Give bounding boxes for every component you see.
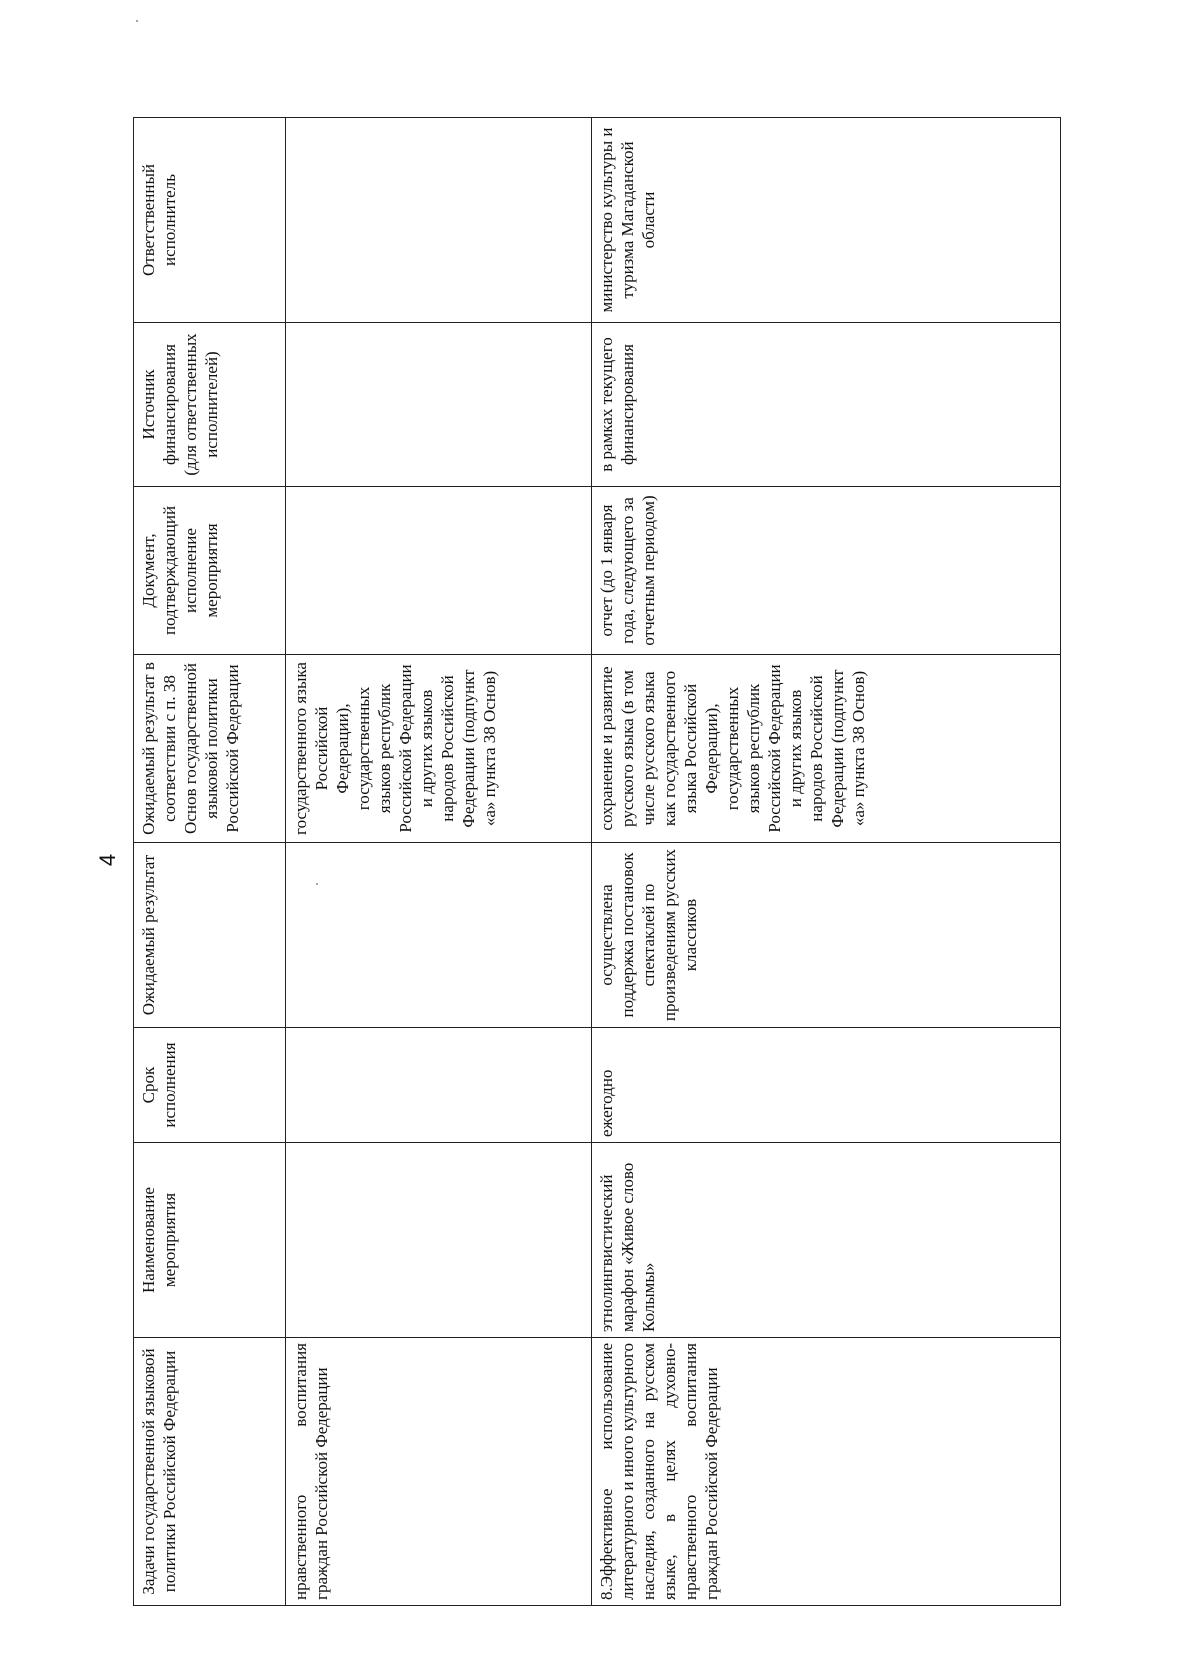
cell-funding: в рамках текущего финансирования [592,323,1061,487]
header-document: Документ, подтверждающий исполнение мероприятия [134,487,286,655]
table-row [592,118,1061,1606]
cell-deadline [286,1028,592,1143]
cell-event [286,1143,592,1338]
cell-task: нравственного воспитания граждан Российской Федерации [286,1338,592,1606]
cell-document [286,487,592,655]
cell-result38: государственного языка Российской Федерации), государственных языков республик Российской Федерации и других языков народов Российской Федерации (подпункт «а» пункта 38 Основ) [286,655,592,843]
table-row [286,118,592,1606]
cell-result38: сохранение и развитие русского языка (в том числе русского языка как государственного языка Российской Федерации), государственных языков республик Российской Федерации и других языков народов Российской Федерации (подпункт «а» пункта 38 Основ) [592,655,1061,843]
header-event: Наименование мероприятия [134,1143,286,1338]
header-funding: Источник финансирования (для ответственных исполнителей) [134,323,286,487]
header-task: Задачи государственной языковой политики Российской Федерации [134,1338,286,1606]
scan-speck [136,20,138,22]
cell-document: отчет (до 1 января года, следующего за отчетным периодом) [592,487,1061,655]
page-number: 4 [95,853,120,867]
cell-executor: министерство культуры и туризма Магаданской области [592,118,1061,323]
cell-deadline: ежегодно [592,1028,1061,1143]
cell-result: осуществлена поддержка постановок спектаклей по произведениям русских классиков [592,843,1061,1028]
cell-task: 8.Эффективное использование литературного и иного культурного наследия, созданного на русском языке, в целях духовно-нравственного воспитания граждан Российской Федерации [592,1338,1061,1606]
header-result: Ожидаемый результат [134,843,286,1028]
cell-funding [286,323,592,487]
header-row [134,118,286,1606]
language-policy-plan-table [133,117,1061,1606]
rotated-table-container [133,118,1060,1606]
header-executor: Ответственный исполнитель [134,118,286,323]
cell-event: этнолингвистический марафон «Живое слово Колымы» [592,1143,1061,1338]
header-result38: Ожидаемый результат в соответствии с п. 38 Основ государственной языковой политики Российской Федерации [134,655,286,843]
cell-result [286,843,592,1028]
cell-executor [286,118,592,323]
header-deadline: Срок исполнения [134,1028,286,1143]
